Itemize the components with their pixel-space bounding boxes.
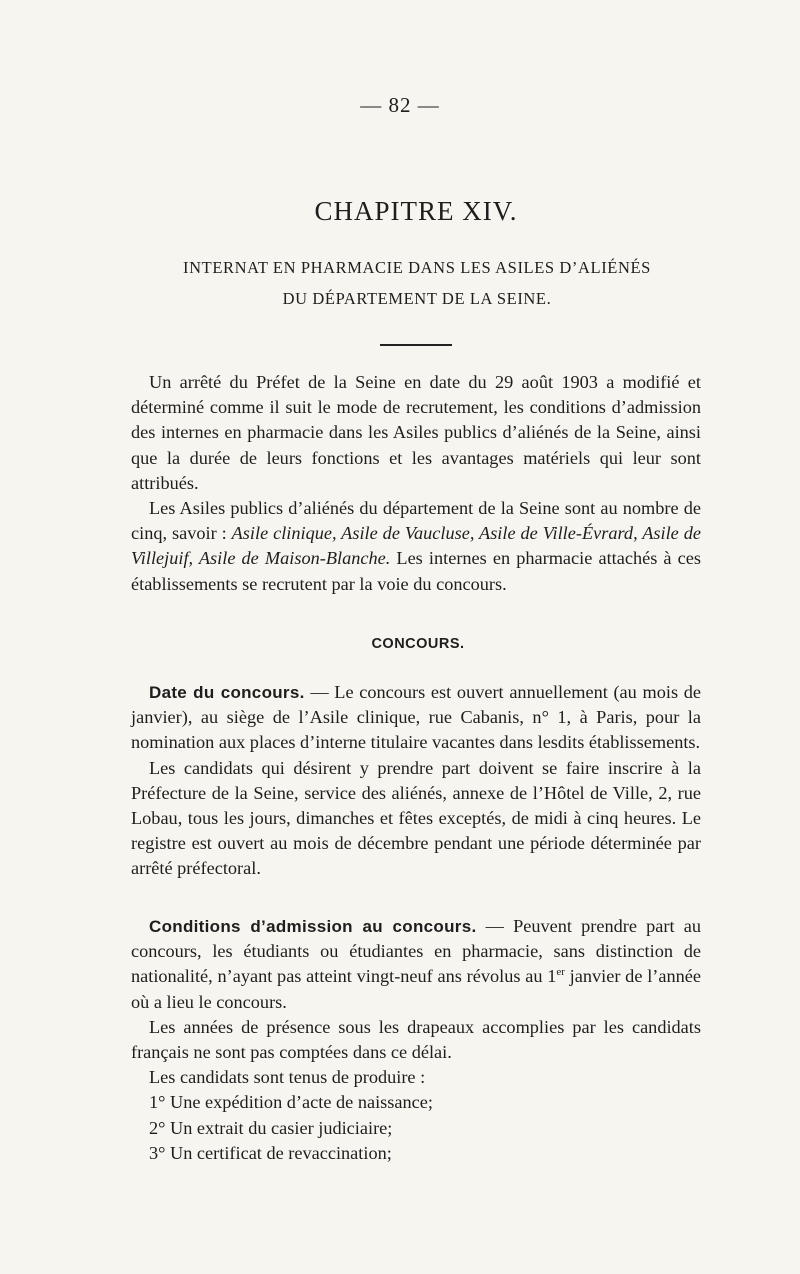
conditions-heading: Conditions d’admission au concours.: [149, 917, 477, 936]
intro-paragraph-2: [131, 496, 701, 597]
list-item: 1° Une expédition d’acte de naissance;: [149, 1092, 433, 1113]
conditions-text-end: janvier de l’année où a lieu le concours.: [131, 966, 701, 1012]
conditions-paragraph-1: [131, 914, 701, 1015]
list-item: 3° Un certificat de revaccination;: [149, 1142, 392, 1163]
conditions-text-start: — Peuvent prendre part au concours, les étudiants ou étudiantes en pharmacie, sans distinction de nationalité, n’ayant pas atteint vingt-neuf ans révolus au 1: [131, 916, 701, 987]
date-concours-section: [131, 680, 701, 882]
conditions-section: [131, 914, 701, 1166]
chapter-title: CHAPITRE XIV.: [314, 196, 518, 226]
asiles-list: Asile clinique, Asile de Vaucluse, Asile de Ville-Évrard, Asile de Villejuif, Asile de Maison-Blanche.: [131, 523, 701, 569]
intro-paragraph-2-end: Les internes en pharmacie attachés à ces établissements se recrutent par la voie du concours.: [131, 548, 701, 594]
date-concours-text: — Le concours est ouvert annuellement (au mois de janvier), au siège de l’Asile clinique, rue Cabanis, n° 1, à Paris, pour la nomination aux places d’interne titulaire vacantes dans lesdits établissements.: [131, 682, 701, 753]
conditions-paragraph-3: Les candidats sont tenus de produire :: [149, 1067, 426, 1088]
conditions-superscript: er: [556, 966, 565, 979]
date-concours-heading: Date du concours.: [149, 683, 305, 702]
section-divider: [380, 344, 452, 346]
date-concours-paragraph-1: [131, 680, 701, 756]
section-heading-concours: CONCOURS.: [371, 636, 465, 652]
page-number: — 82 —: [360, 93, 440, 117]
intro-paragraph-2-start: Les Asiles publics d’aliénés du département de la Seine sont au nombre de cinq, savoir :: [131, 498, 701, 544]
conditions-paragraph-2: Les années de présence sous les drapeaux accomplies par les candidats français ne sont pas comptées dans ce délai.: [131, 1016, 701, 1063]
intro-paragraph-1: Un arrêté du Préfet de la Seine en date du 29 août 1903 a modifié et déterminé comme il suit le mode de recrutement, les conditions d’admission des internes en pharmacie dans les Asiles publics d’aliénés de la Seine, ainsi que la durée de leurs fonctions et les avantages matériels qui leur sont attribués.: [131, 372, 701, 493]
intro-section: [131, 370, 701, 597]
chapter-subtitle-line-1: INTERNAT EN PHARMACIE DANS LES ASILES D’ALIÉNÉS: [183, 258, 651, 277]
date-concours-paragraph-2: Les candidats qui désirent y prendre part doivent se faire inscrire à la Préfecture de la Seine, service des aliénés, annexe de l’Hôtel de Ville, 2, rue Lobau, tous les jours, dimanches et fêtes exceptés, de midi à cinq heures. Le registre est ouvert au mois de décembre pendant une période déterminée par arrêté préfectoral.: [131, 757, 701, 879]
chapter-subtitle-line-2: DU DÉPARTEMENT DE LA SEINE.: [282, 289, 552, 308]
list-item: 2° Un extrait du casier judiciaire;: [149, 1117, 393, 1138]
